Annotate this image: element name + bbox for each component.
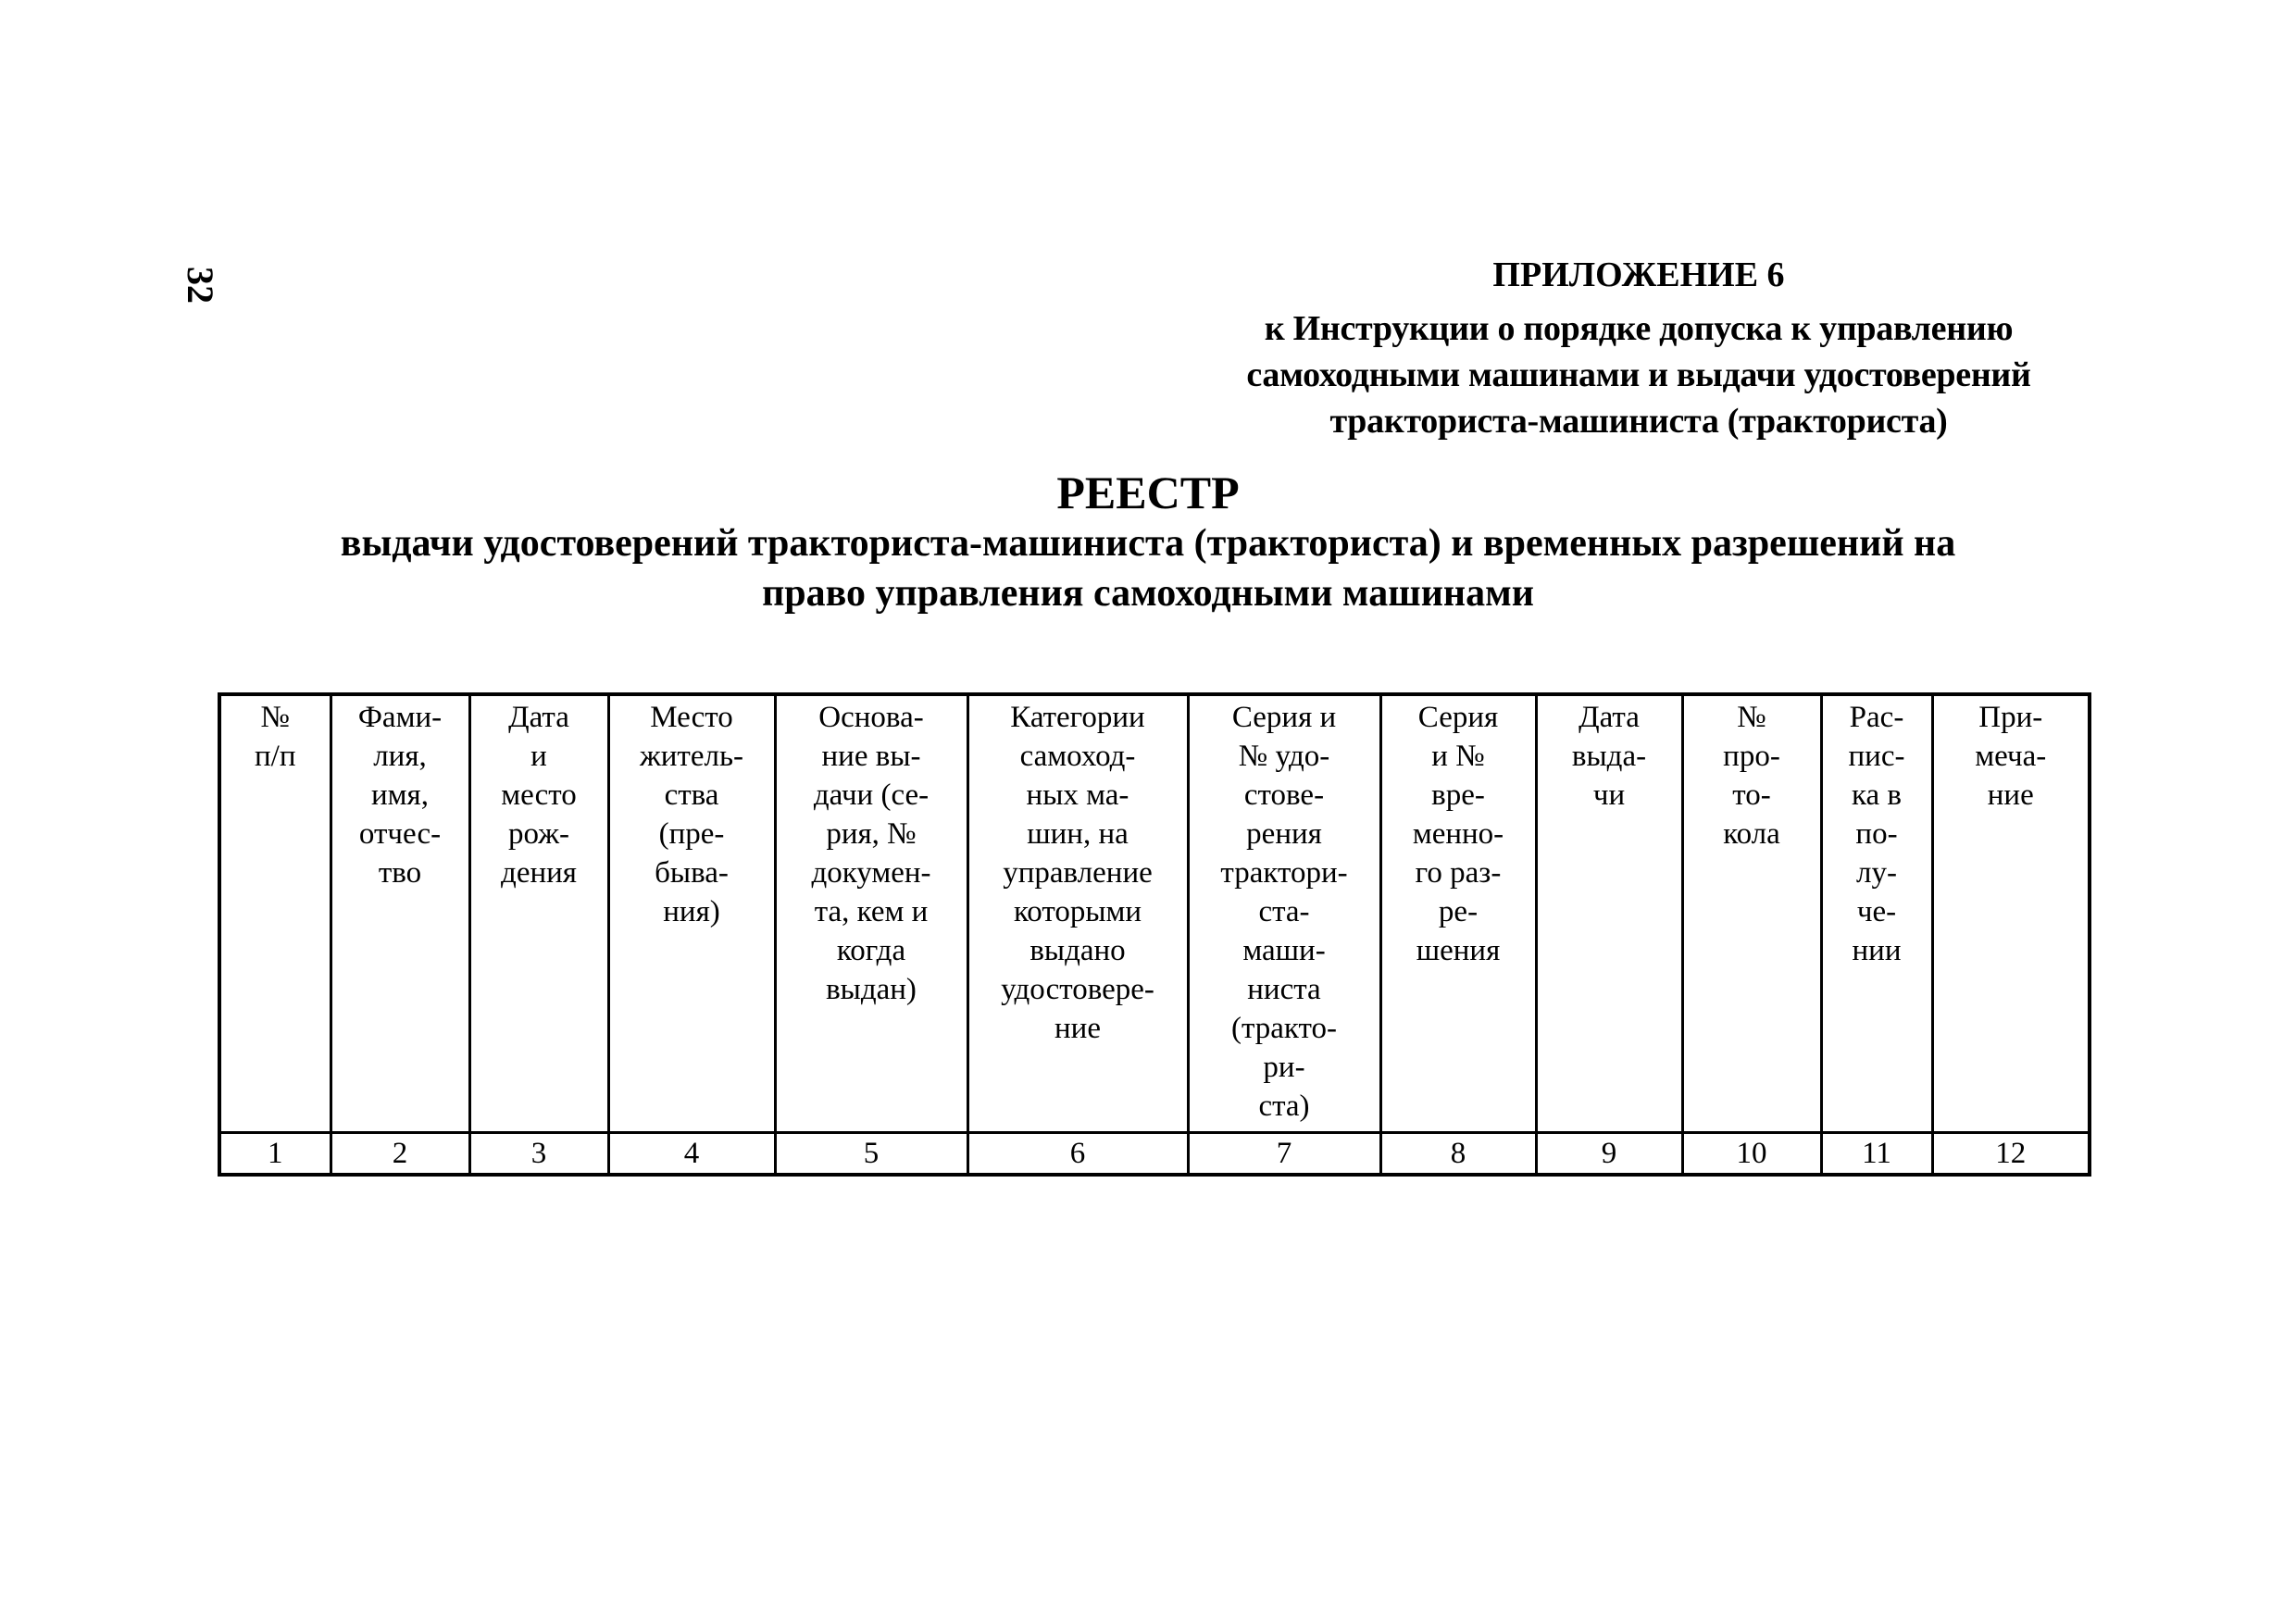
header-cell-birth: Дата и место рож- дения — [469, 694, 608, 1133]
header-cell-receipt: Рас- пис- ка в по- лу- че- нии — [1821, 694, 1932, 1133]
header-cell-temporary-permit: Серия и № вре- менно- го раз- ре- шения — [1380, 694, 1536, 1133]
header-cell-issue-date: Дата выда- чи — [1536, 694, 1682, 1133]
header-cell-issue-basis: Основа- ние вы- дачи (се- рия, № докумен- та, кем и когда выдан) — [775, 694, 967, 1133]
column-number: 3 — [469, 1133, 608, 1176]
column-number: 12 — [1932, 1133, 2090, 1176]
header-cell-residence: Место житель- ства (пре- быва- ния) — [608, 694, 775, 1133]
column-number: 11 — [1821, 1133, 1932, 1176]
column-number: 2 — [331, 1133, 469, 1176]
column-number: 9 — [1536, 1133, 1682, 1176]
appendix-title: ПРИЛОЖЕНИЕ 6 — [1492, 255, 1785, 294]
column-number: 5 — [775, 1133, 967, 1176]
column-number-row — [219, 1133, 2090, 1176]
column-number: 10 — [1682, 1133, 1821, 1176]
header-cell-number: № п/п — [219, 694, 331, 1133]
column-number: 7 — [1188, 1133, 1380, 1176]
appendix-subtitle: к Инструкции о порядке допуска к управлению самоходными машинами и выдачи удостоверений тракториста-машиниста (тракториста) — [1246, 309, 2031, 441]
header-cell-certificate-number: Серия и № удо- стове- рения трактори- ста- маши- ниста (тракто- ри- ста) — [1188, 694, 1380, 1133]
column-number: 6 — [967, 1133, 1188, 1176]
header-cell-full-name: Фами- лия, имя, отчес- тво — [331, 694, 469, 1133]
column-number: 8 — [1380, 1133, 1536, 1176]
column-number: 1 — [219, 1133, 331, 1176]
document-subtitle: выдачи удостоверений тракториста-машиниста (тракториста) и временных разрешений на право управления самоходными машинами — [340, 522, 1956, 615]
document-title: РЕЕСТР — [1056, 467, 1240, 518]
header-row — [219, 694, 2090, 1133]
register-table — [218, 692, 2091, 1177]
header-cell-protocol: № про- то- кола — [1682, 694, 1821, 1133]
header-cell-note: При- меча- ние — [1932, 694, 2090, 1133]
column-number: 4 — [608, 1133, 775, 1176]
appendix-block — [1194, 252, 2083, 444]
header-cell-categories: Категории самоход- ных ма- шин, на управление которыми выдано удостовере- ние — [967, 694, 1188, 1133]
page-number: 32 — [180, 267, 221, 304]
